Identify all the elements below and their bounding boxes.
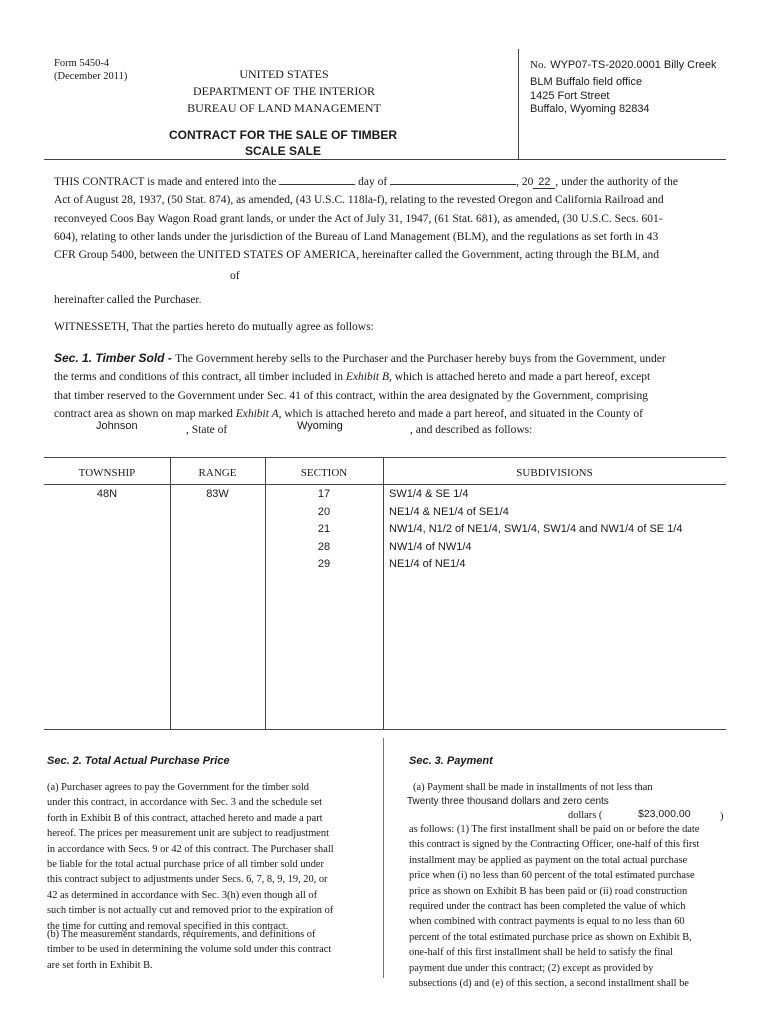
state-label: , State of [186, 424, 228, 436]
agency-line-2: DEPARTMENT OF THE INTERIOR [192, 84, 376, 98]
range-cell: 83W [206, 488, 229, 500]
intro-text-3: , 20 [516, 176, 534, 188]
year-field[interactable]: 22 [533, 176, 555, 189]
sec3-line: subsections (d) and (e) of this section, a second installment shall be [409, 978, 689, 990]
contract-number-value: WYP07-TS-2020.0001 Billy Creek [550, 59, 717, 71]
sec1-text-4a: contract area as shown on map marked [54, 407, 236, 420]
contract-number-label: No. [530, 59, 547, 71]
sec1-text-1: The Government hereby sells to the Purchaser and the Purchaser hereby buys from the Government, under [175, 353, 666, 365]
agency-line-3: BUREAU OF LAND MANAGEMENT [187, 101, 381, 115]
office-address [530, 76, 650, 117]
agency-block [170, 66, 398, 117]
witnesseth-text: WITNESSETH, That the parties hereto do mutually agree as follows: [54, 321, 374, 333]
sec3-heading: Sec. 3. Payment [409, 755, 493, 767]
sec1-text-3: that timber reserved to the Government under Sec. 41 of this contract, within the area designated by the Government, comprising [54, 389, 648, 402]
intro-text-2: day of [358, 176, 388, 188]
section-cell: 20 [317, 505, 331, 518]
section-cell: 17 [317, 488, 331, 500]
state-field[interactable]: Wyoming [297, 420, 343, 432]
sec2-a-line: the time for cutting and removal specified in this contract. [47, 920, 289, 932]
sec3-line: payment due under this contract; (2) except as provided by [409, 962, 654, 974]
sec2-a-line: this contract subject to adjustments under Secs. 6, 7, 8, 9, 19, 20, or [47, 874, 328, 886]
contract-number [530, 55, 717, 73]
sec2-a-line: be liable for the total actual purchase price of all timber sold under [47, 859, 324, 871]
sec3-line: as follows: (1) The first installment shall be paid on or before the date [409, 824, 700, 835]
form-number: Form 5450-4 [54, 58, 110, 69]
intro-text-1: THIS CONTRACT is made and entered into the [54, 176, 277, 188]
sec3-paragraph [409, 822, 725, 991]
title-line-1: CONTRACT FOR THE SALE OF TIMBER [169, 128, 397, 142]
month-field[interactable] [390, 172, 516, 185]
subdivision-cell: SW1/4 & SE 1/4 [389, 488, 469, 500]
sec2-a-paragraph [47, 780, 362, 934]
intro-line-4: 604), relating to other lands under the jurisdiction of the Bureau of Land Management (BLM), and the regulations as set forth in 43 [54, 230, 659, 243]
of-label: of [230, 270, 240, 282]
sec2-b-paragraph [47, 927, 362, 973]
subdivision-cell: NW1/4 of NW1/4 [389, 540, 472, 553]
header-subdivisions: SUBDIVISIONS [516, 467, 593, 479]
sec2-b-line: are set forth in Exhibit B. [47, 959, 153, 971]
dollars-label: dollars ( [568, 810, 603, 821]
sec2-a-line: such timber is not actually cut and removed prior to the expiration of [47, 905, 334, 917]
office-street: 1425 Fort Street [530, 89, 610, 102]
subdivision-cell: NE1/4 & NE1/4 of SE1/4 [389, 505, 509, 518]
sec1-text-2c: , which is attached hereto and made a part hereof, except [389, 371, 651, 384]
intro-line-3: reconveyed Coos Bay Wagon Road grant lands, or under the Act of July 31, 1947, (61 Stat. 681), as amended, (30 U.S.C. Secs. 601- [54, 212, 663, 225]
sec3-line: required under the contract has been completed the value of which [409, 901, 686, 913]
section-cell: 21 [317, 523, 331, 535]
sec3-line: one-half of this first installment shall be held to satisfy the final [409, 947, 674, 959]
county-field[interactable]: Johnson [96, 420, 138, 432]
sec2-a-line: under this contract, in accordance with Sec. 3 and the schedule set [47, 797, 322, 809]
sec2-a-line: 42 as determined in accordance with Sec. 3(h) even though all of [47, 889, 318, 901]
sec3-line: price when (i) no less than 60 percent of the total estimated purchase [409, 870, 695, 882]
intro-line-2: Act of August 28, 1937, (50 Stat. 874), as amended, (43 U.S.C. 118la-f), relating to the revested Oregon and California Railroad and [54, 194, 664, 207]
sec2-a-line: hereof. The prices per measurement unit are subject to readjustment [47, 828, 329, 840]
sec2-a-line: forth in Exhibit B of this contract, attached hereto and made a part [47, 812, 323, 824]
title-line-2: SCALE SALE [244, 144, 321, 158]
day-field[interactable] [279, 172, 355, 185]
intro-paragraph [54, 172, 726, 264]
close-paren: ) [720, 811, 724, 822]
subdivision-cell: NW1/4, N1/2 of NE1/4, SW1/4, SW1/4 and NW1/4 of SE 1/4 [389, 523, 683, 535]
sec3-line: price as shown on Exhibit B has been paid or (ii) road construction [409, 885, 688, 897]
form-date: (December 2011) [54, 71, 128, 82]
header-range: RANGE [198, 467, 237, 479]
sec3-line: this contract is signed by the Contracting Officer, one-half of this first [409, 839, 700, 851]
intro-text-4: , under the authority of the [555, 176, 678, 188]
sec1-exhibit-b: Exhibit B [345, 371, 390, 384]
sec1-exhibit-a: Exhibit A [235, 407, 279, 420]
sec2-heading: Sec. 2. Total Actual Purchase Price [47, 755, 230, 767]
sec1-heading: Sec. 1. Timber Sold - [54, 351, 176, 365]
header-section: SECTION [300, 467, 348, 479]
office-city: Buffalo, Wyoming 82834 [530, 103, 650, 115]
described-label: , and described as follows: [410, 424, 533, 436]
header-township: TOWNSHIP [78, 467, 136, 479]
sec1-text-2a: the terms and conditions of this contract, all timber included in [54, 371, 346, 384]
sec2-b-line: (b) The measurement standards, requirements, and definitions of [47, 929, 316, 940]
section-cell: 28 [317, 540, 331, 553]
sec1-text-4c: , which is attached hereto and made a part hereof, and situated in the County of [278, 407, 643, 420]
section-list [265, 486, 383, 574]
purchaser-label: hereinafter called the Purchaser. [54, 294, 202, 306]
subdivision-list [389, 486, 724, 574]
agency-line-1: UNITED STATES [239, 67, 329, 81]
sec3-line: percent of the total estimated purchase price as shown on Exhibit B, [409, 931, 692, 943]
amount-field[interactable]: $23,000.00 [638, 808, 691, 820]
section-cell: 29 [317, 558, 331, 570]
contract-title [150, 127, 416, 159]
subdivision-cell: NE1/4 of NE1/4 [389, 558, 466, 570]
office-name: BLM Buffalo field office [530, 76, 643, 88]
intro-line-5: CFR Group 5400, between the UNITED STATES OF AMERICA, hereinafter called the Government, acting through the BLM, and [54, 249, 659, 262]
sec2-a-line: in accordance with Secs. 9 or 42 of this contract. The Purchaser shall [47, 843, 334, 855]
sec1-paragraph [54, 349, 726, 423]
sec2-b-line: timber to be used in determining the volume sold under this contract [47, 944, 332, 956]
amount-words-field[interactable]: Twenty three thousand dollars and zero cents [407, 796, 609, 807]
township-cell: 48N [96, 488, 118, 500]
sec3-a-intro: (a) Payment shall be made in installments of not less than [413, 782, 653, 793]
sec3-line: installment may be applied as payment on the total actual purchase [409, 854, 688, 866]
sec2-a-line: (a) Purchaser agrees to pay the Government for the timber sold [47, 782, 309, 793]
sec3-line: when combined with contract payments is equal to no less than 60 [409, 916, 685, 928]
